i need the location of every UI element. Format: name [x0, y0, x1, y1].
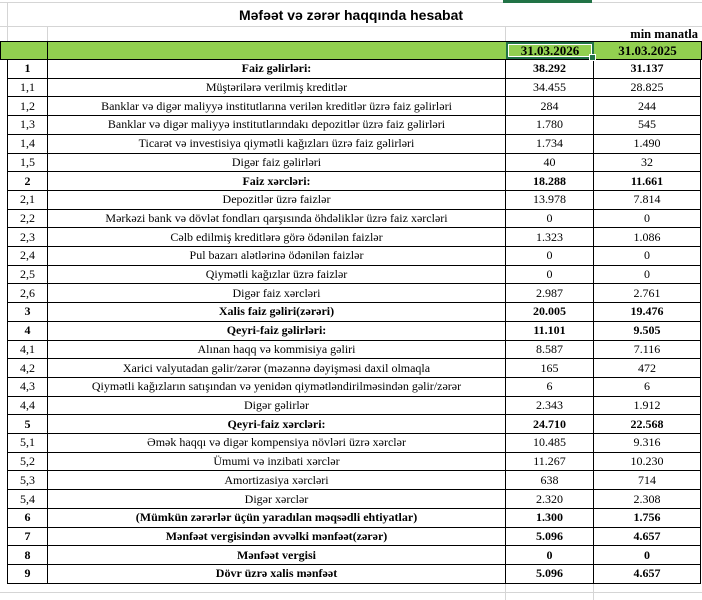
- table-row: [8, 116, 701, 135]
- table-row: [8, 135, 701, 154]
- row-label-cell[interactable]: Qeyri-faiz gəlirləri:: [48, 322, 506, 340]
- value-cell-2026[interactable]: 5.096: [506, 528, 594, 546]
- table-row: [8, 97, 701, 116]
- row-number-cell[interactable]: 2,5: [8, 266, 48, 284]
- value-cell-2025[interactable]: 7.116: [594, 341, 701, 359]
- value-cell-2025[interactable]: 4.657: [594, 528, 701, 546]
- row-number-cell[interactable]: 5,4: [8, 490, 48, 508]
- row-number-cell[interactable]: 4,3: [8, 378, 48, 396]
- gridline: [0, 592, 702, 593]
- table-row: [8, 79, 701, 98]
- row-label-cell[interactable]: Xalis faiz gəliri(zərəri): [48, 303, 506, 321]
- row-label-cell[interactable]: Banklar və digər maliyyə institutlarındakı depozitlər üzrə faiz gəlirləri: [48, 116, 506, 134]
- value-cell-2026[interactable]: 13.978: [506, 191, 594, 209]
- row-number-cell[interactable]: 2,1: [8, 191, 48, 209]
- value-cell-2026[interactable]: 1.734: [506, 135, 594, 153]
- fill-handle[interactable]: [589, 54, 596, 61]
- row-label-cell[interactable]: Depozitlər üzrə faizlər: [48, 191, 506, 209]
- table-row: [8, 453, 701, 472]
- table-row: [8, 60, 701, 79]
- value-cell-2026[interactable]: 6: [506, 378, 594, 396]
- table-row: [8, 191, 701, 210]
- value-cell-2026[interactable]: 34.455: [506, 79, 594, 97]
- value-cell-2026[interactable]: 11.267: [506, 453, 594, 471]
- row-number-cell[interactable]: 3: [8, 303, 48, 321]
- value-cell-2026[interactable]: 40: [506, 154, 594, 172]
- value-cell-2025[interactable]: 1.086: [594, 228, 701, 246]
- row-label-cell[interactable]: Alınan haqq və kommisiya gəliri: [48, 341, 506, 359]
- row-number-cell[interactable]: 4,1: [8, 341, 48, 359]
- value-cell-2025[interactable]: 9.505: [594, 322, 701, 340]
- value-cell-2025[interactable]: 714: [594, 471, 701, 489]
- row-label-cell[interactable]: (Mümkün zərərlər üçün yaradılan məqsədli ehtiyatlar): [48, 509, 506, 527]
- value-cell-2025[interactable]: 244: [594, 97, 701, 115]
- row-number-cell[interactable]: 2,6: [8, 284, 48, 302]
- row-number-cell[interactable]: 1,1: [8, 79, 48, 97]
- row-label-cell[interactable]: Dövr üzrə xalis mənfəət: [48, 565, 506, 583]
- value-cell-2026[interactable]: 284: [506, 97, 594, 115]
- row-number-cell[interactable]: 5,2: [8, 453, 48, 471]
- table-row: [8, 228, 701, 247]
- table-row: [8, 303, 701, 322]
- value-cell-2025[interactable]: 2.761: [594, 284, 701, 302]
- value-cell-2025[interactable]: 28.825: [594, 79, 701, 97]
- value-cell-2026[interactable]: 1.300: [506, 509, 594, 527]
- value-cell-2025[interactable]: 1.912: [594, 397, 701, 415]
- value-cell-2025[interactable]: 545: [594, 116, 701, 134]
- gridline: [593, 584, 594, 600]
- row-number-cell[interactable]: 1,3: [8, 116, 48, 134]
- row-label-cell[interactable]: Digər xərclər: [48, 490, 506, 508]
- table-row: [8, 322, 701, 341]
- row-number-cell[interactable]: 2,3: [8, 228, 48, 246]
- row-label-cell[interactable]: Ticarət və investisiya qiymətli kağızları üzrə faiz gəlirləri: [48, 135, 506, 153]
- value-cell-2026[interactable]: 0: [506, 266, 594, 284]
- row-number-cell[interactable]: 5,3: [8, 471, 48, 489]
- unit-label: min manatla: [630, 27, 698, 41]
- header-cell-number[interactable]: [8, 42, 48, 59]
- value-cell-2025[interactable]: 2.308: [594, 490, 701, 508]
- row-label-cell[interactable]: Mərkəzi bank və dövlət fondları qarşısında öhdəliklər üzrə faiz xərcləri: [48, 210, 506, 228]
- row-number-cell[interactable]: 1,4: [8, 135, 48, 153]
- value-cell-2026[interactable]: 2.343: [506, 397, 594, 415]
- value-cell-2026[interactable]: 24.710: [506, 415, 594, 433]
- row-label-cell[interactable]: Mənfəət vergisindən əvvəlki mənfəət(zərər): [48, 528, 506, 546]
- row-label-cell[interactable]: Cəlb edilmiş kreditlərə görə ödənilən faizlər: [48, 228, 506, 246]
- header-date-2026: 31.03.2026: [520, 42, 580, 58]
- value-cell-2025[interactable]: 4.657: [594, 565, 701, 583]
- value-cell-2025[interactable]: 7.814: [594, 191, 701, 209]
- row-label-cell[interactable]: Amortizasiya xərcləri: [48, 471, 506, 489]
- table-row: [8, 471, 701, 490]
- row-number-cell[interactable]: 1,2: [8, 97, 48, 115]
- table-row: [8, 397, 701, 416]
- table-row: [8, 284, 701, 303]
- value-cell-2026[interactable]: 2.320: [506, 490, 594, 508]
- table-row: [8, 565, 701, 584]
- table-row: [8, 509, 701, 528]
- value-cell-2026[interactable]: 8.587: [506, 341, 594, 359]
- table-row: [8, 341, 701, 360]
- value-cell-2026[interactable]: 0: [506, 210, 594, 228]
- value-cell-2025[interactable]: 1.490: [594, 135, 701, 153]
- row-label-cell[interactable]: Faiz xərcləri:: [48, 172, 506, 190]
- value-cell-2026[interactable]: 638: [506, 471, 594, 489]
- row-number-cell[interactable]: 7: [8, 528, 48, 546]
- table-row: [8, 359, 701, 378]
- gridline: [505, 584, 506, 600]
- value-cell-2025[interactable]: 10.230: [594, 453, 701, 471]
- header-cell-spacer[interactable]: [1, 42, 8, 59]
- row-number-cell[interactable]: 2,2: [8, 210, 48, 228]
- value-cell-2025[interactable]: 11.661: [594, 172, 701, 190]
- value-cell-2025[interactable]: 31.137: [594, 60, 701, 78]
- table-row: [8, 154, 701, 173]
- value-cell-2025[interactable]: 1.756: [594, 509, 701, 527]
- row-label-cell[interactable]: Xarici valyutadan gəlir/zərər (məzənnə dəyişməsi daxil olmaqla: [48, 359, 506, 377]
- value-cell-2025[interactable]: 19.476: [594, 303, 701, 321]
- table-row: [8, 266, 701, 285]
- value-cell-2026[interactable]: 10.485: [506, 434, 594, 452]
- value-cell-2025[interactable]: 0: [594, 266, 701, 284]
- row-label-cell[interactable]: Ümumi və inzibati xərclər: [48, 453, 506, 471]
- row-label-cell[interactable]: Mənfəət vergisi: [48, 546, 506, 564]
- row-number-cell[interactable]: 2: [8, 172, 48, 190]
- table-row: [8, 490, 701, 509]
- row-number-cell[interactable]: 2,4: [8, 247, 48, 265]
- header-cell-description[interactable]: [48, 42, 506, 59]
- report-title: Məfəət və zərər haqqında hesabat: [238, 6, 464, 23]
- row-label-cell[interactable]: Digər faiz xərcləri: [48, 284, 506, 302]
- row-number-cell[interactable]: 5: [8, 415, 48, 433]
- value-cell-2025[interactable]: 6: [594, 378, 701, 396]
- table-row: [8, 415, 701, 434]
- value-cell-2025[interactable]: 472: [594, 359, 701, 377]
- table-header-row: [0, 41, 702, 60]
- row-number-cell[interactable]: 4,2: [8, 359, 48, 377]
- row-label-cell[interactable]: Qiymətli kağızlar üzrə faizlər: [48, 266, 506, 284]
- gridline: [505, 26, 506, 41]
- header-date-2025: 31.03.2025: [618, 42, 677, 58]
- value-cell-2026[interactable]: 0: [506, 546, 594, 564]
- row-label-cell[interactable]: Banklar və digər maliyyə institutlarına verilən kreditlər üzrə faiz gəlirləri: [48, 97, 506, 115]
- row-number-cell[interactable]: 1,5: [8, 154, 48, 172]
- row-label-cell[interactable]: Qeyri-faiz xərcləri:: [48, 415, 506, 433]
- value-cell-2026[interactable]: 11.101: [506, 322, 594, 340]
- value-cell-2026[interactable]: 1.780: [506, 116, 594, 134]
- row-label-cell[interactable]: Qiymətli kağızların satışından və yenidən qiymətləndirilməsindən gəlir/zərər: [48, 378, 506, 396]
- value-cell-2025[interactable]: 0: [594, 247, 701, 265]
- table-row: [8, 528, 701, 547]
- row-number-cell[interactable]: 9: [8, 565, 48, 583]
- gridline: [47, 26, 48, 41]
- row-number-cell[interactable]: 6: [8, 509, 48, 527]
- table-body: [7, 60, 701, 584]
- header-cell-2025[interactable]: [594, 42, 702, 59]
- row-number-cell[interactable]: 4: [8, 322, 48, 340]
- value-cell-2026[interactable]: 18.288: [506, 172, 594, 190]
- header-cell-2026-selected[interactable]: [506, 42, 594, 59]
- value-cell-2026[interactable]: 0: [506, 247, 594, 265]
- row-label-cell[interactable]: Digər gəlirlər: [48, 397, 506, 415]
- value-cell-2025[interactable]: 0: [594, 210, 701, 228]
- table-row: [8, 434, 701, 453]
- row-number-cell[interactable]: 4,4: [8, 397, 48, 415]
- row-label-cell[interactable]: Pul bazarı alətlərinə ödənilən faizlər: [48, 247, 506, 265]
- row-number-cell[interactable]: 8: [8, 546, 48, 564]
- table-row: [8, 172, 701, 191]
- gridline: [0, 26, 702, 27]
- value-cell-2026[interactable]: 1.323: [506, 228, 594, 246]
- table-row: [8, 210, 701, 229]
- value-cell-2026[interactable]: 2.987: [506, 284, 594, 302]
- row-label-cell[interactable]: Faiz gəlirləri:: [48, 60, 506, 78]
- table-row: [8, 247, 701, 266]
- value-cell-2026[interactable]: 165: [506, 359, 594, 377]
- row-label-cell[interactable]: Digər faiz gəlirləri: [48, 154, 506, 172]
- table-row: [8, 378, 701, 397]
- row-number-cell[interactable]: 5,1: [8, 434, 48, 452]
- value-cell-2026[interactable]: 38.292: [506, 60, 594, 78]
- row-label-cell[interactable]: Müştərilərə verilmiş kreditlər: [48, 79, 506, 97]
- value-cell-2025[interactable]: 22.568: [594, 415, 701, 433]
- value-cell-2026[interactable]: 5.096: [506, 565, 594, 583]
- row-label-cell[interactable]: Əmək haqqı və digər kompensiya növləri üzrə xərclər: [48, 434, 506, 452]
- value-cell-2025[interactable]: 32: [594, 154, 701, 172]
- table-row: [8, 546, 701, 565]
- row-number-cell[interactable]: 1: [8, 60, 48, 78]
- value-cell-2025[interactable]: 0: [594, 546, 701, 564]
- value-cell-2025[interactable]: 9.316: [594, 434, 701, 452]
- value-cell-2026[interactable]: 20.005: [506, 303, 594, 321]
